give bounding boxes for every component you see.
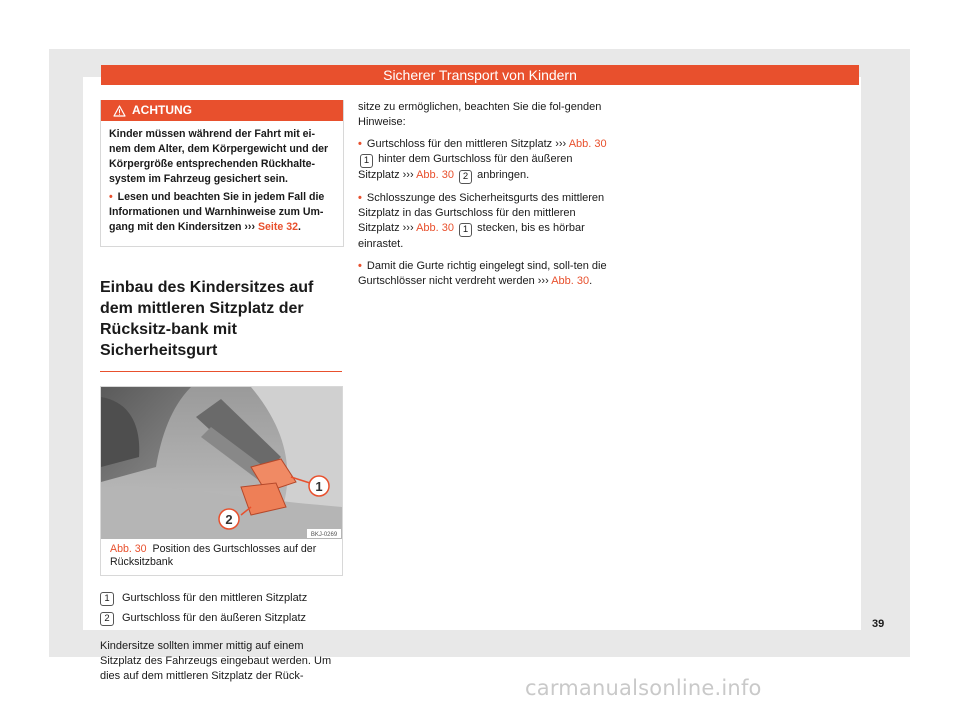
left-column — [100, 100, 342, 690]
paragraph: Kindersitze sollten immer mittig auf einem Sitzplatz des Fahrzeugs eingebaut werden. Um dies auf dem mittleren Sitzplatz der Rück- — [100, 640, 332, 682]
warning-bullet-arrow: ››› — [244, 221, 255, 233]
ref-arrow: ››› — [537, 275, 549, 287]
legend — [100, 590, 342, 627]
legend-text: Gurtschloss für den mittleren Sitzplatz — [122, 592, 308, 604]
legend-text: Gurtschloss für den äußeren Sitzplatz — [122, 612, 307, 624]
bullet-text: Gurtschloss für den mittleren Sitzplatz — [366, 138, 553, 150]
bullet-text: anbringen. — [477, 169, 530, 181]
callout-2: 2 — [225, 512, 233, 527]
bullet-text: stecken, bis es hörbar einrastet. — [358, 222, 585, 250]
caption-ref: Abb. 30 — [110, 543, 147, 555]
abb-30-link[interactable]: Abb. 30 — [416, 222, 455, 234]
section-title: Einbau des Kindersitzes auf dem mittleren Sitzplatz der Rücksitz-bank mit Sicherheitsgurt — [100, 277, 342, 372]
warning-bullet-end: . — [298, 221, 301, 233]
bullet-item-2 — [358, 191, 608, 252]
bullet-item-1 — [358, 137, 608, 184]
page-header: Sicherer Transport von Kindern — [101, 65, 859, 85]
warning-box — [100, 100, 344, 247]
ref-arrow: ››› — [402, 169, 414, 181]
seatbelt-buckle-illustration — [101, 387, 342, 539]
abb-30-link[interactable]: Abb. 30 — [551, 275, 590, 287]
warning-triangle-icon — [113, 105, 126, 117]
warning-label: ACHTUNG — [132, 103, 192, 117]
legend-number: 1 — [100, 592, 114, 606]
number-badge: 1 — [459, 223, 472, 237]
number-badge: 1 — [360, 154, 373, 168]
warning-body — [101, 121, 343, 246]
bullet-icon: • — [358, 192, 362, 204]
warning-bullet — [109, 190, 335, 235]
legend-number: 2 — [100, 612, 114, 626]
legend-item — [100, 610, 342, 627]
warning-bullet-text: Lesen und beachten Sie in jedem Fall die Informationen und Warnhinweise zum Um-gang mit den Kindersitzen — [109, 191, 325, 233]
warning-header — [101, 100, 343, 121]
bullet-text: hinter dem Gurtschloss für den äußeren Sitzplatz — [358, 153, 573, 181]
abb-30-link[interactable]: Abb. 30 — [568, 138, 607, 150]
bullet-icon: • — [358, 138, 362, 150]
intro-paragraph: sitze zu ermöglichen, beachten Sie die fol-genden Hinweise: — [358, 101, 602, 128]
watermark: carmanualsonline.info — [525, 676, 762, 700]
bullet-item-3 — [358, 259, 608, 289]
ref-arrow: ››› — [555, 138, 567, 150]
body-text-left — [100, 639, 342, 684]
figure-code: BKJ-0269 — [310, 532, 338, 538]
figure-caption — [101, 539, 342, 575]
caption-text: Position des Gurtschlosses auf der Rücksitzbank — [110, 543, 317, 568]
number-badge: 2 — [459, 170, 472, 184]
abb-30-link[interactable]: Abb. 30 — [416, 169, 455, 181]
bullet-icon: • — [358, 260, 362, 272]
page-number: 39 — [872, 618, 885, 630]
callout-1: 1 — [315, 479, 323, 494]
ref-arrow: ››› — [402, 222, 414, 234]
bullet-icon: • — [109, 191, 113, 203]
warning-text: Kinder müssen während der Fahrt mit ei-nem dem Alter, dem Körpergewicht und der Körpergröße entsprechenden Rückhalte-system im Fahrzeug gesichert sein. — [109, 128, 329, 185]
bullet-text: . — [589, 275, 593, 287]
seite-32-link[interactable]: Seite 32 — [257, 221, 298, 233]
figure-abb-30 — [100, 386, 343, 576]
bullet-text: Schlosszunge des Sicherheitsgurts des mittleren Sitzplatz in das Gurtschloss für den mittleren Sitzplatz — [358, 192, 605, 234]
legend-item — [100, 590, 342, 607]
right-column — [358, 100, 608, 296]
bullet-text: Damit die Gurte richtig eingelegt sind, soll-ten die Gurtschlösser nicht verdreht werden — [358, 260, 607, 287]
